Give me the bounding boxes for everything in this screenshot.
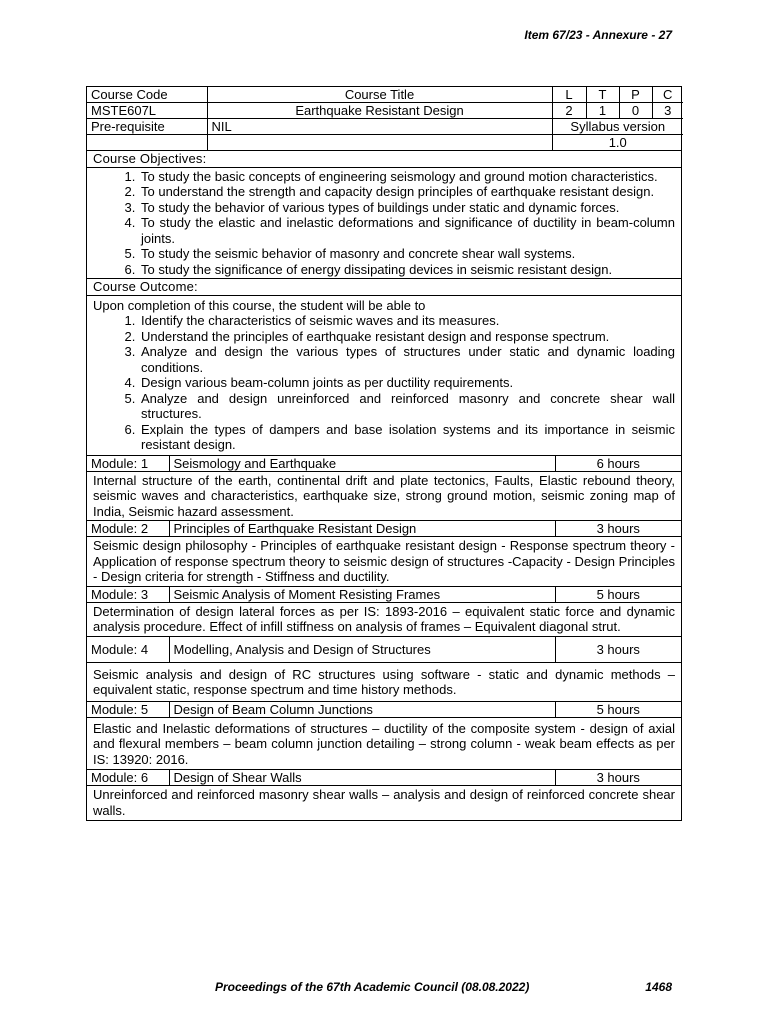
syllabus-version: 1.0	[552, 135, 683, 151]
module-header	[87, 456, 681, 471]
module-hours: 3 hours	[596, 641, 640, 657]
objectives-list	[93, 169, 675, 278]
course-code: MSTE607L	[87, 103, 207, 119]
list-item: 2. Understand the principles of earthquake resistant design and response spectrum.	[139, 329, 675, 345]
module-content: Elastic and Inelastic deformations of structures – ductility of the composite system - design of axial and flexural members – beam column junction detailing – strong column - weak beam effects as per IS: 13920: 2016.	[87, 717, 682, 770]
outcomes-title: Course Outcome:	[87, 279, 682, 296]
module-content: Seismic analysis and design of RC structures using software - static and dynamic methods – equivalent static, response spectrum and time history methods.	[87, 662, 682, 701]
outcomes-intro: Upon completion of this course, the student will be able to	[93, 297, 426, 313]
module-header	[87, 637, 681, 662]
objectives-title: Course Objectives:	[87, 151, 682, 168]
module-content: Unreinforced and reinforced masonry shear walls – analysis and design of reinforced concrete shear walls.	[87, 786, 682, 821]
l-label: L	[552, 87, 586, 103]
c-value: 3	[652, 103, 683, 119]
p-value: 0	[619, 103, 652, 119]
list-item: 6. To study the significance of energy dissipating devices in seismic resistant design.	[139, 262, 675, 278]
annexure-label: Item 67/23 - Annexure - 27	[524, 28, 672, 42]
module-title: Design of Shear Walls	[169, 770, 555, 785]
module-label: Module: 4	[87, 637, 169, 662]
module-label: Module: 3	[87, 587, 169, 602]
list-item: 1. To study the basic concepts of engineering seismology and ground motion characteristics.	[139, 169, 675, 185]
module-header	[87, 770, 681, 785]
t-label: T	[586, 87, 619, 103]
module-hours: 3 hours	[596, 521, 640, 536]
l-value: 2	[552, 103, 586, 119]
module-title: Modelling, Analysis and Design of Structures	[169, 637, 555, 662]
prereq-value: NIL	[207, 119, 552, 135]
proceedings-label: Proceedings of the 67th Academic Council (08.08.2022)	[215, 980, 530, 994]
module-title: Seismic Analysis of Moment Resisting Frames	[169, 587, 555, 602]
module-label: Module: 1	[87, 456, 169, 471]
list-item: 3. To study the behavior of various types of buildings under static and dynamic forces.	[139, 200, 675, 216]
outcomes-list	[93, 313, 675, 453]
module-header	[87, 702, 681, 717]
module-hours: 5 hours	[596, 701, 640, 717]
p-label: P	[619, 87, 652, 103]
prereq-label: Pre-requisite	[87, 119, 207, 135]
syllabus-version-label: Syllabus version	[552, 119, 683, 135]
list-item: 5. Analyze and design unreinforced and reinforced masonry and concrete shear wall structures.	[139, 391, 675, 422]
list-item: 4. Design various beam-column joints as per ductility requirements.	[139, 375, 675, 391]
module-hours: 3 hours	[596, 770, 640, 785]
t-value: 1	[586, 103, 619, 119]
module-label: Module: 6	[87, 770, 169, 785]
page-number: 1468	[645, 980, 672, 994]
module-hours: 5 hours	[596, 586, 640, 602]
course-info-table	[87, 87, 683, 150]
module-content: Internal structure of the earth, continental drift and plate tectonics, Faults, Elastic rebound theory, seismic waves and characteristics, earthquake size, strong ground motion, seismic zoning map of India, Seismic hazard assessment.	[87, 471, 682, 521]
module-content: Seismic design philosophy - Principles of earthquake resistant design - Response spectrum theory - Application of response spectrum theory to seismic design of structures -Capacity - Design Principles - Design criteria for strength - Stiffness and ductility.	[87, 537, 682, 587]
empty-cell	[87, 135, 207, 151]
list-item: 3. Analyze and design the various types of structures under static and dynamic loading conditions.	[139, 344, 675, 375]
list-item: 4. To study the elastic and inelastic deformations and significance of ductility in beam-column joints.	[139, 215, 675, 246]
course-code-label: Course Code	[87, 87, 207, 103]
module-title: Design of Beam Column Junctions	[169, 702, 555, 717]
module-content: Determination of design lateral forces as per IS: 1893-2016 – equivalent static force and dynamic analysis procedure. Effect of infill stiffness on analysis of frames – Equivalent diagonal strut.	[87, 602, 682, 636]
list-item: 1. Identify the characteristics of seismic waves and its measures.	[139, 313, 675, 329]
module-label: Module: 5	[87, 702, 169, 717]
c-label: C	[652, 87, 683, 103]
module-title: Seismology and Earthquake	[169, 456, 555, 471]
module-header	[87, 587, 681, 602]
module-title: Principles of Earthquake Resistant Design	[169, 521, 555, 536]
module-hours: 6 hours	[596, 455, 640, 471]
syllabus-table	[86, 86, 682, 821]
empty-cell	[207, 135, 552, 151]
module-label: Module: 2	[87, 521, 169, 536]
list-item: 2. To understand the strength and capacity design principles of earthquake resistant design.	[139, 184, 675, 200]
course-title: Earthquake Resistant Design	[207, 103, 552, 119]
module-header	[87, 521, 681, 536]
list-item: 5. To study the seismic behavior of masonry and concrete shear wall systems.	[139, 246, 675, 262]
list-item: 6. Explain the types of dampers and base isolation systems and its importance in seismic resistant design.	[139, 422, 675, 453]
course-title-label: Course Title	[207, 87, 552, 103]
